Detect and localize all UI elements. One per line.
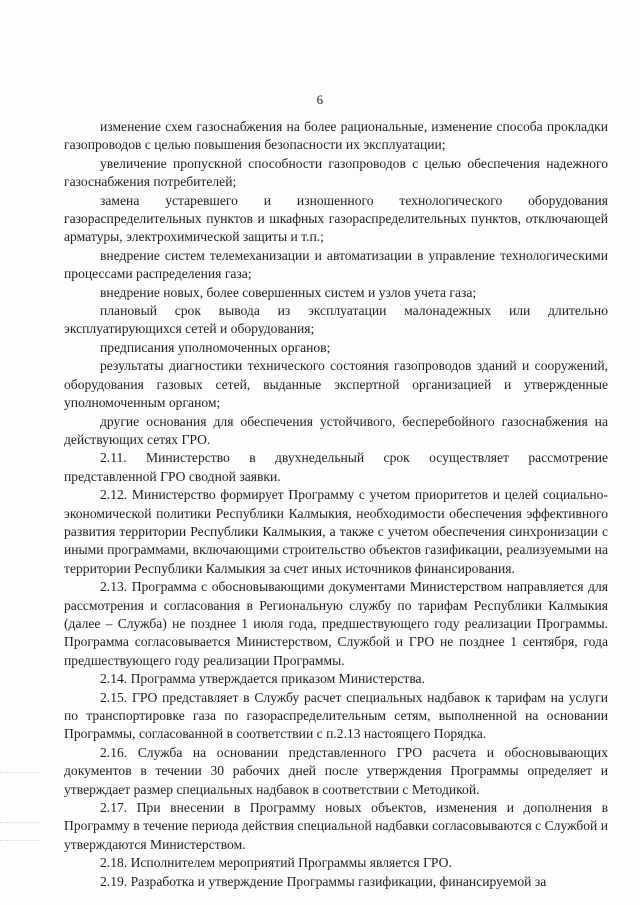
paragraph-2-12: 2.12. Министерство формирует Программу с учетом приоритетов и целей социально-экономической политики Республики Калмыкия, необходимости обеспечения эффективного развития территории Республики Калмыкия, а также с учетом обеспечения синхронизации с иными программами, включающими строительство объектов газификации, реализуемыми на территории Республики Калмыкия за счет иных источников финансирования. — [64, 487, 608, 576]
paragraph-decommission-term: плановый срок вывода из эксплуатации малонадежных или длительно эксплуатирующихся сетей и оборудования; — [64, 303, 608, 337]
paragraph-telemechanization: внедрение систем телемеханизации и автоматизации в управление технологическими процессами распределения газа; — [64, 247, 608, 282]
scan-noise-mark — [0, 840, 40, 842]
paragraph-metering-systems: внедрение новых, более совершенных систем и узлов учета газа; — [100, 284, 477, 300]
paragraph-2-13: 2.13. Программа с обосновывающими документами Министерством направляется для рассмотрения и согласования в Региональную службу по тарифам Республики Калмыкия (далее – Служба) не позднее 1 июля года, предшествующего году реализации Программы. Программа согласовывается Министерством, Службой и ГРО не позднее 1 сентября, года предшествующего году реализации Программы. — [64, 579, 608, 668]
scan-noise-mark — [0, 772, 40, 774]
paragraph-2-11: 2.11. Министерство в двухнедельный срок осуществляет рассмотрение представленной ГРО сводной заявки. — [64, 450, 608, 484]
document-body — [64, 118, 608, 891]
paragraph-2-15: 2.15. ГРО представляет в Службу расчет специальных надбавок к тарифам на услуги по транспортировке газа по газораспределительным сетям, выполненной на основании Программы, согласованной в соответствии с п.2.13 настоящего Порядка. — [64, 689, 608, 742]
paragraph-diagnostics-results: результаты диагностики технического состояния газопроводов зданий и сооружений, оборудования газовых сетей, выданные экспертной организацией и утвержденные уполномоченным органом; — [64, 358, 608, 411]
paragraph-2-18: 2.18. Исполнителем мероприятий Программы является ГРО. — [100, 855, 452, 871]
paragraph-2-19: 2.19. Разработка и утверждение Программы газификации, финансируемой за — [100, 873, 547, 889]
paragraph-equipment-replacement: замена устаревшего и изношенного технологического оборудования газораспределительных пунктов и шкафных газораспределительных пунктов, отключающей арматуры, электрохимической защиты и т.п.; — [64, 192, 608, 245]
paragraph-other-grounds: другие основания для обеспечения устойчивого, бесперебойного газоснабжения на действующих сетях ГРО. — [64, 413, 608, 447]
paragraph-2-16: 2.16. Служба на основании представленного ГРО расчета и обосновывающих документов в течении 30 рабочих дней после утверждения Программы определяет и утверждает размер специальных надбавок в соответствии с Методикой. — [64, 744, 608, 797]
paragraph-2-17: 2.17. При внесении в Программу новых объектов, изменения и дополнения в Программу в течение периода действия специальной надбавки согласовываются с Службой и утверждаются Министерством. — [64, 800, 608, 852]
paragraph-capacity-increase: увеличение пропускной способности газопроводов с целью обеспечения надежного газоснабжения потребителей; — [64, 155, 608, 190]
paragraph-authority-orders: предписания уполномоченных органов; — [100, 339, 331, 355]
paragraph-gas-scheme-change: изменение схем газоснабжения на более рациональные, изменение способа прокладки газопроводов с целью повышения безопасности их эксплуатации; — [64, 119, 608, 153]
page-number: 6 — [316, 92, 324, 107]
scan-noise-mark — [0, 822, 40, 824]
paragraph-2-14: 2.14. Программа утверждается приказом Министерства. — [100, 671, 425, 687]
